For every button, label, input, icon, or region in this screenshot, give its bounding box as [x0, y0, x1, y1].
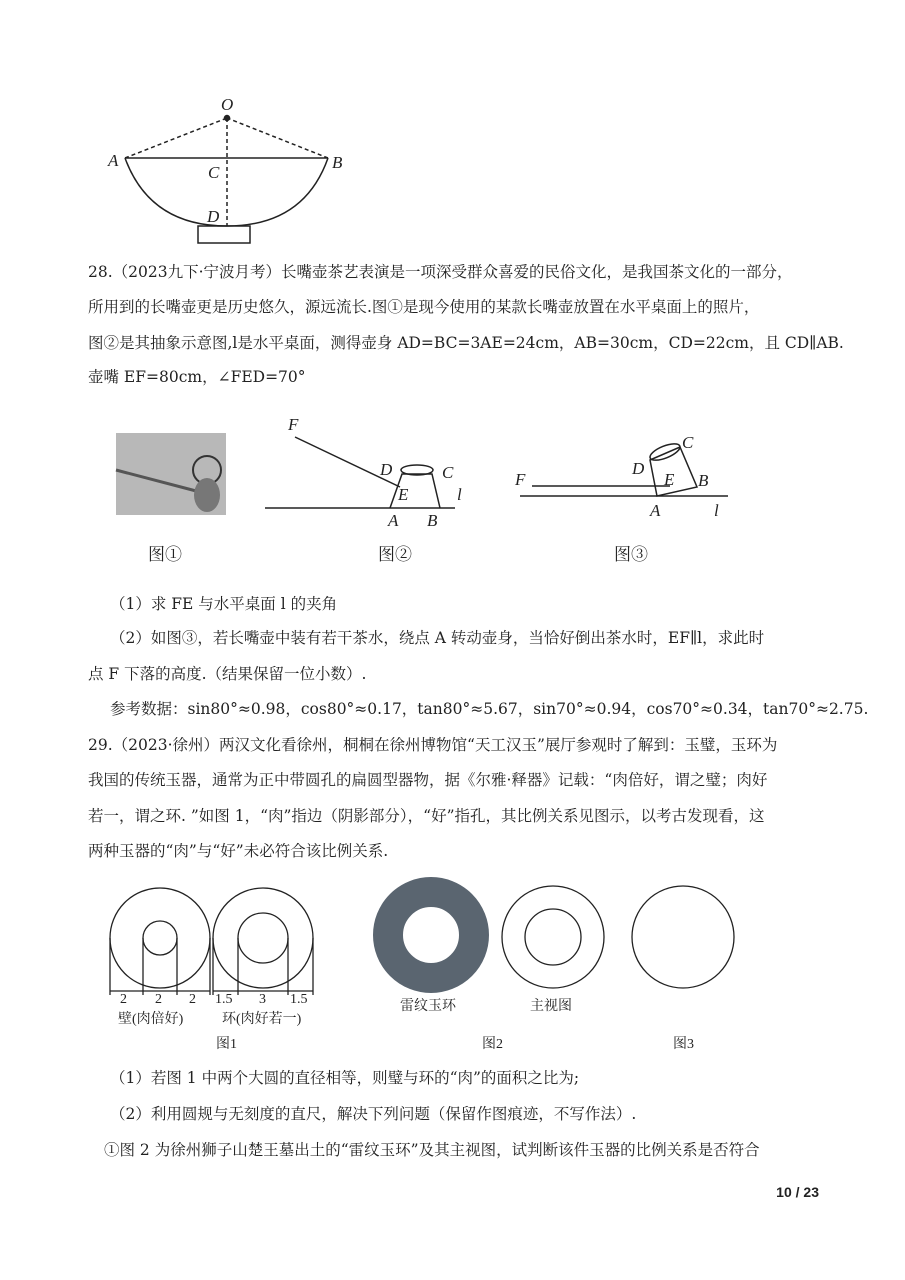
- label-B: B: [332, 153, 343, 172]
- bi-dim-1: 2: [120, 992, 127, 1007]
- q29-sub-1: （1）若图 1 中两个大圆的直径相等，则璧与环的“肉”的面积之比为;: [110, 1069, 580, 1087]
- huan-dim-2: 3: [259, 992, 266, 1007]
- q28-sub-3: 点 F 下落的高度.（结果保留一位小数）.: [88, 665, 367, 683]
- q28-sub-2: （2）如图③，若长嘴壶中装有若干茶水，绕点 A 转动壶身，当恰好倒出茶水时，EF∥l，求此时: [110, 629, 765, 647]
- q28-line-1: 28.（2023九下·宁波月考）长嘴壶茶艺表演是一项深受群众喜爱的民俗文化，是我国茶文化的一部分，: [88, 263, 793, 281]
- fig3-label-B: B: [698, 471, 709, 490]
- fig2-label-C: C: [442, 463, 454, 482]
- q28-line-2: 所用到的长嘴壶更是历史悠久，源远流长.图①是现今使用的某款长嘴壶放置在水平桌面上的照片，: [88, 298, 760, 316]
- q28-sub-1: （1）求 FE 与水平桌面 l 的夹角: [110, 595, 338, 613]
- huan-label: 环(肉好若一): [222, 1012, 302, 1027]
- fig2-label-F: F: [288, 415, 299, 434]
- jade-figure-1: [110, 888, 313, 995]
- label-O: O: [221, 95, 234, 114]
- q29-line-3: 若一，谓之环. ”如图 1，“肉”指边（阴影部分），“好”指孔，其比例关系见图示，以考古发现看，这: [88, 807, 765, 825]
- fig2-label-D: D: [380, 460, 393, 479]
- bi-label: 壁(肉倍好): [118, 1012, 184, 1027]
- q29-line-1: 29.（2023·徐州）两汉文化看徐州，桐桐在徐州博物馆“天工汉玉”展厅参观时了解到：玉璧，玉环为: [88, 736, 778, 754]
- huan-dim-1: 1.5: [215, 992, 233, 1007]
- q28-line-4: 壶嘴 EF=80cm，∠FED=70°: [88, 368, 306, 386]
- view-label: 主视图: [530, 999, 572, 1014]
- bi-dim-2: 2: [155, 992, 162, 1007]
- caption-fig2: 图②: [378, 545, 412, 564]
- caption-2: 图2: [482, 1037, 503, 1052]
- q28-line-3: 图②是其抽象示意图,l是水平桌面，测得壶身 AD=BC=3AE=24cm，AB=30cm，CD=22cm，且 CD∥AB.: [88, 334, 844, 352]
- fig3-label-A: A: [650, 501, 661, 520]
- caption-3: 图3: [673, 1037, 694, 1052]
- figure-2: [265, 437, 455, 508]
- fig2-label-E: E: [398, 485, 409, 504]
- front-view: [502, 886, 734, 988]
- figure-3: [520, 440, 728, 496]
- jade-ring-photo: [388, 892, 474, 978]
- fig3-label-C: C: [682, 433, 694, 452]
- fig2-label-B: B: [427, 511, 438, 530]
- huan-dim-3: 1.5: [290, 992, 308, 1007]
- q28-ref-data: 参考数据：sin80°≈0.98，cos80°≈0.17，tan80°≈5.67，sin70°≈0.94，cos70°≈0.34，tan70°≈2.75.: [110, 700, 869, 718]
- q29-sub-2: （2）利用圆规与无刻度的直尺，解决下列问题（保留作图痕迹，不写作法）.: [110, 1105, 637, 1123]
- label-A: A: [108, 151, 119, 170]
- fig3-label-F: F: [515, 470, 526, 489]
- q29-sub-3: ①图 2 为徐州狮子山楚王墓出土的“雷纹玉环”及其主视图，试判断该件玉器的比例关系是否符合: [104, 1141, 760, 1159]
- caption-1: 图1: [216, 1037, 237, 1052]
- teapot-photo: [116, 433, 226, 515]
- label-D: D: [207, 207, 220, 226]
- fig2-label-A: A: [388, 511, 399, 530]
- bowl-diagram: [125, 116, 328, 244]
- fig3-label-E: E: [664, 470, 675, 489]
- bi-dim-3: 2: [189, 992, 196, 1007]
- q29-line-2: 我国的传统玉器，通常为正中带圆孔的扁圆型器物，据《尔雅·释器》记载：“肉倍好，谓之璧；肉好: [88, 771, 768, 789]
- label-C: C: [208, 163, 220, 182]
- fig3-label-l: l: [714, 501, 719, 520]
- page-number: 10 / 23: [776, 1184, 819, 1200]
- q29-line-4: 两种玉器的“肉”与“好”未必符合该比例关系.: [88, 842, 389, 860]
- fig2-label-l: l: [457, 485, 462, 504]
- photo-label: 雷纹玉环: [400, 999, 456, 1014]
- fig3-label-D: D: [632, 459, 645, 478]
- caption-fig1: 图①: [148, 545, 182, 564]
- caption-fig3: 图③: [614, 545, 648, 564]
